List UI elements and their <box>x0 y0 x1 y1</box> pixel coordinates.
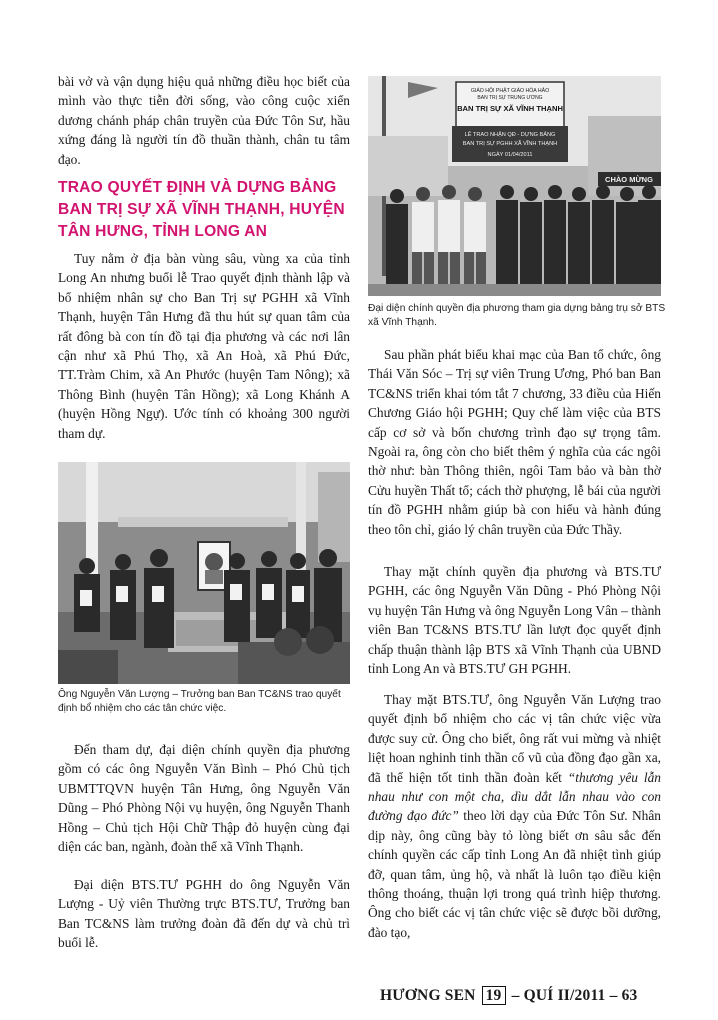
right-photo-caption: Đại diện chính quyền địa phương tham gia dựng bảng trụ sở BTS xã Vĩnh Thạnh. <box>368 303 666 328</box>
ceremony-photo-drawing <box>58 462 350 684</box>
banner-date: NGÀY 01/04/2011 <box>487 152 533 158</box>
sign-top-text: GIÁO HỘI PHẬT GIÁO HÒA HẢO <box>470 88 550 94</box>
paragraph-2: Đến tham dự, đại diện chính quyền địa phương gồm có các ông Nguyễn Văn Bình – Phó Chủ tịch UBMTTQVN huyện Tân Hưng, ông Nguyễn Văn Dũng – Phó Phòng Nội vụ huyện, ông Nguyễn Thanh Hồng – Chủ tịch Hội Chữ Thập đỏ huyện cùng đại diện các ban, ngành, đoàn thể xã Vĩnh Thạnh. <box>58 742 350 855</box>
signboard-photo-drawing <box>368 76 661 296</box>
left-photo-caption: Ông Nguyễn Văn Lượng – Trưởng ban Ban TC&NS trao quyết định bổ nhiệm cho các tân chức việc. <box>58 689 341 714</box>
banner-line-1: LỄ TRAO NHẬN QĐ - DỰNG BẢNG <box>464 132 556 138</box>
section-heading: TRAO QUYẾT ĐỊNH VÀ DỰNG BẢNG BAN TRỊ SỰ XÃ VĨNH THẠNH, HUYỆN TÂN HƯNG, TỈNH LONG AN <box>58 179 345 240</box>
issue-number: 19 <box>482 986 506 1005</box>
signboard-photo <box>368 76 661 296</box>
paragraph-6-part-b: theo lời dạy của Đức Tôn Sư. Nhân dịp này, ông cũng bày tỏ lòng biết ơn sâu sắc đến chính quyền các cấp tỉnh Long An đã nhiệt tình giúp đỡ, quan tâm, ủng hộ, và nhất là luôn tạo điều kiện thông thoáng, thuận lợi trong quá trình hiệp thương. Ông cho biết các vị tân chức việc sẽ được bồi dưỡng, đào tạo, <box>368 808 661 940</box>
page-footer <box>380 986 665 1005</box>
welcome-banner-text: CHÀO MỪNG <box>605 175 653 184</box>
paragraph-1: Tuy nằm ở địa bàn vùng sâu, vùng xa của tỉnh Long An nhưng buổi lễ Trao quyết định thành lập và bổ nhiệm nhân sự cho Ban Trị sự PGHH xã Vĩnh Thạnh, huyện Tân Hưng đã thu hút sự quan tâm của rất đông bà con tín đồ tại địa phương và các nơi lân cận như xã Phú Thọ, xã An Hoà, xã Phú Đức, TT.Tràm Chim, xã An Phước (huyện Tam Nông); xã Thông Bình (huyện Tân Hồng); xã Long Khánh A (huyện Hồng Ngự). Ước tính có khoảng 300 người tham dự. <box>58 251 350 441</box>
paragraph-6 <box>368 690 661 942</box>
paragraph-5: Thay mặt chính quyền địa phương và BTS.TƯ PGHH, các ông Nguyễn Văn Dũng - Phó Phòng Nội vụ huyện Tân Hưng và ông Nguyễn Long Vân – thành viên Ban TC&NS BTS.TƯ lần lượt đọc quyết định chấp thuận thành lập BTS xã Vĩnh Thạnh của UBND tỉnh Long An và BTS.TƯ GH PGHH. <box>368 564 661 677</box>
paragraph-6-quote: “thương yêu lẫn nhau như con một cha, dìu dắt lẫn nhau vào con đường đạo đức” <box>368 769 662 824</box>
sign-main-text: BAN TRỊ SỰ XÃ VĨNH THẠNH <box>457 104 563 113</box>
sign-mid-text: BAN TRỊ SỰ TRUNG ƯƠNG <box>477 95 543 101</box>
magazine-name: HƯƠNG SEN <box>380 987 476 1004</box>
paragraph-3: Đại diện BTS.TƯ PGHH do ông Nguyễn Văn Lượng - Uỷ viên Thường trực BTS.TƯ, Trưởng ban Ban TC&NS làm trưởng đoàn đã đến dự và chủ trì buổi lễ. <box>58 877 350 951</box>
ceremony-photo <box>58 462 350 684</box>
intro-paragraph: bài vở và vận dụng hiệu quả những điều học biết của mình vào thực tiễn đời sống, vào công cuộc xiển dương chánh pháp chân truyền của Đức Tôn Sư, hầu xứng đáng là người tín đồ thuần thành, chân tu tâm đạo. <box>58 74 350 167</box>
issue-quarter-page: – QUÍ II/2011 – 63 <box>511 987 638 1004</box>
banner-line-2: BAN TRỊ SỰ PGHH XÃ VĨNH THẠNH <box>462 141 558 147</box>
paragraph-4: Sau phần phát biểu khai mạc của Ban tổ chức, ông Thái Văn Sóc – Trị sự viên Trung Ương, Phó ban Ban TC&NS triển khai tóm tắt 7 chương, 33 điều của Hiến Chương Giáo hội PGHH; Quy chế làm việc của BTS cấp cơ sở và bốn chương trình đạo sự trọng tâm. Ngoài ra, ông còn cho biết thêm ý nghĩa của các ngôi thờ như: bàn Thông thiên, ngôi Tam bảo và bàn thờ Cửu huyền Thất tổ; cách thờ phượng, lễ bái của người tín đồ PGHH nhằm giúp bà con hiểu và hành đúng theo tôn chỉ, giáo lý chân truyền của Đức Thầy. <box>368 347 661 537</box>
paragraph-6-part-a: Thay mặt BTS.TƯ, ông Nguyễn Văn Lượng trao quyết định bổ nhiệm cho các vị tân chức việc vừa được suy cử. Ông cho biết, ông rất vui mừng và nhiệt liệt hoan nghinh tinh thần cổ vũ của đồng đạo gần xa, đã thể hiện tốt tinh thần đoàn kết <box>368 692 661 785</box>
